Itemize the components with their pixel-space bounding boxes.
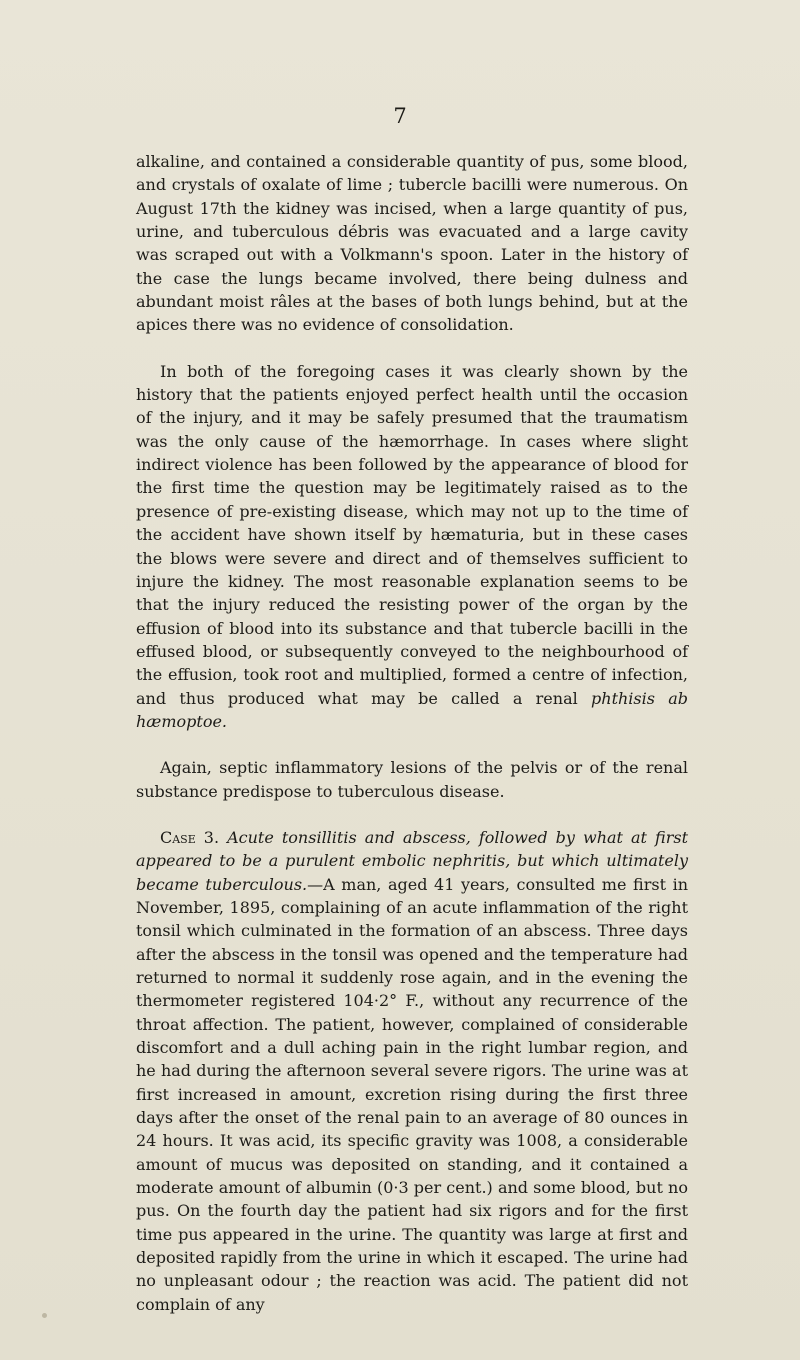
paragraph-foregoing-cases (136, 360, 688, 734)
page-mark (42, 1313, 47, 1318)
paragraph-case-3 (136, 826, 688, 1316)
body-text (136, 150, 688, 1316)
page-number: 7 (393, 104, 407, 128)
phthisis-term: phthisis ab hæmoptoe. (136, 688, 689, 731)
paragraph-septic-lesions: Again, septic inflammatory lesions of the pelvis or of the renal substance predispose to tuberculous disease. (136, 758, 688, 801)
case-body: —A man, aged 41 years, consulted me first in November, 1895, complaining of an acute inflammation of the right tonsil which culminated in the formation of an abscess. Three days after the abscess in the tonsil was opened and the temperature had returned to normal it suddenly rose again, and in the evening the thermometer registered 104·2° F., without any recurrence of the throat affection. The patient, however, complained of considerable discomfort and a dull aching pain in the right lumbar region, and he had during the afternoon several severe rigors. The urine was at first increased in amount, excretion rising during the first three days after the onset of the renal pain to an average of 80 ounces in 24 hours. It was acid, its specific gravity was 1008, a considerable amount of mucus was deposited on standing, and it contained a moderate amount of albumin (0·3 per cent.) and some blood, but no pus. On the fourth day the patient had six rigors and for the first time pus appeared in the urine. The quantity was large at first and deposited rapidly from the urine in which it escaped. The urine had no unpleasant odour ; the reaction was acid. The patient did not complain of any (136, 874, 688, 1314)
paragraph-continuation: alkaline, and contained a considerable quantity of pus, some blood, and crystals of oxalate of lime ; tubercle bacilli were numerous. On August 17th the kidney was incised, when a large quantity of pus, urine, and tuberculous débris was evacuated and a large cavity was scraped out with a Volkmann's spoon. Later in the history of the case the lungs became involved, there being dulness and abundant moist râles at the bases of both lungs behind, but at the apices there was no evidence of consolidation. (136, 152, 688, 335)
case-title: Acute tonsillitis and abscess, followed by what at first appeared to be a purulent embolic nephritis, but which ultimately became tuberculous. (136, 827, 688, 894)
case-label: Case 3. (160, 827, 220, 847)
paragraph-foregoing-cases-text: In both of the foregoing cases it was clearly shown by the history that the patients enjoyed perfect health until the occasion of the injury, and it may be safely presumed that the traumatism was the only cause of the hæmorrhage. In cases where slight indirect violence has been followed by the appearance of blood for the first time the question may be legitimately raised as to the presence of pre-existing disease, which may not up to the time of the accident have shown itself by hæmaturia, but in these cases the blows were severe and direct and of themselves sufficient to injure the kidney. The most reasonable explanation seems to be that the injury reduced the resisting power of the organ by the effusion of blood into its substance and that tubercle bacilli in the effused blood, or subsequently conveyed to the neighbourhood of the effusion, took root and multiplied, formed a centre of infection, and thus produced what may be called a renal (136, 361, 688, 708)
